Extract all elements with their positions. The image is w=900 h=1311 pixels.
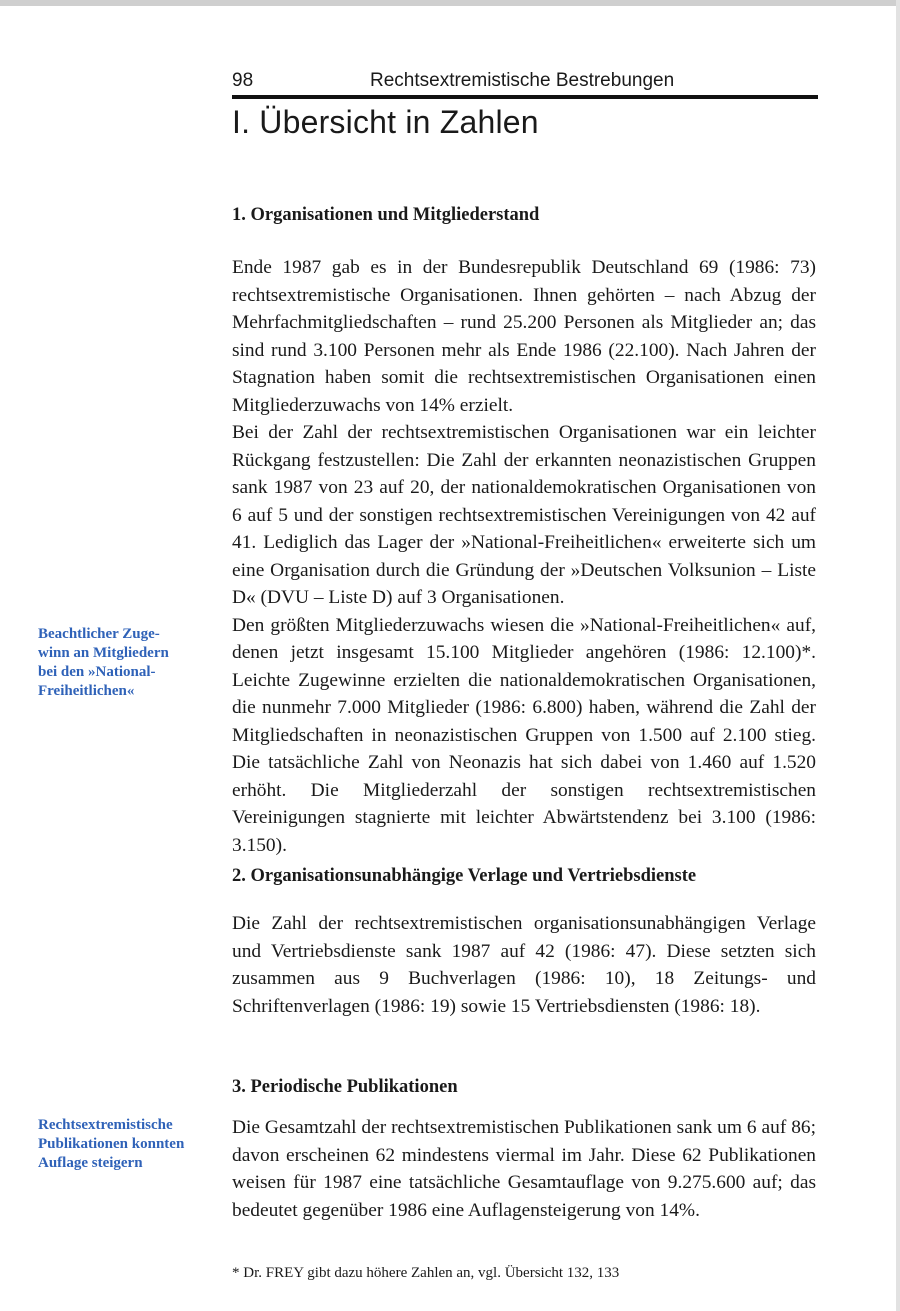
- section-body-organisationen: [232, 254, 816, 859]
- section-heading-publikationen: 3. Periodische Publikationen: [232, 1077, 458, 1097]
- paragraph: Bei der Zahl der rechtsextremistischen Organisationen war ein leichter Rückgang festzustellen: Die Zahl der erkannten neonazistischen Gruppen sank 1987 von 23 auf 20, der nationaldemokratischen Organisationen von 6 auf 5 und der sonstigen rechtsextremistischen Vereinigungen von 42 auf 41. Lediglich das Lager der »National-Freiheitlichen« erweiterte sich um eine Organisation durch die Gründung der »Deutschen Volksunion – Liste D« (DVU – Liste D) auf 3 Organisationen.: [232, 422, 816, 608]
- section-body-publikationen: [232, 1114, 816, 1224]
- running-title: Rechtsextremistische Bestrebungen: [370, 70, 675, 91]
- margin-note-publikationen: Rechtsextremistische Publikationen konnten Auflage steigern: [38, 1117, 185, 1171]
- section-heading-verlage: 2. Organisationsunabhängige Verlage und Vertriebsdienste: [232, 866, 697, 886]
- scan-edge-top: [0, 0, 900, 6]
- paragraph: Die Zahl der rechtsextremistischen organisationsunabhängigen Verlage und Vertriebsdienste sank 1987 auf 42 (1986: 47). Diese setzten sich zusammen aus 9 Buchverlagen (1986: 10), 18 Zeitungs- und Schriftenverlagen (1986: 19) sowie 15 Vertriebsdiensten (1986: 18).: [232, 913, 816, 1017]
- scan-edge-right: [896, 0, 900, 1311]
- chapter-title: I. Übersicht in Zahlen: [232, 104, 539, 140]
- paragraph: Den größten Mitgliederzuwachs wiesen die »National-Freiheitlichen« auf, denen jetzt insgesamt 15.100 Mitglieder angehören (1986: 12.100)*. Leichte Zugewinne erzielten die nationaldemokratischen Organisationen, die nunmehr 7.000 Mitglieder (1986: 6.800) haben, während die Zahl der Mitgliedschaften in neonazistischen Gruppen von 1.500 auf 2.100 stieg. Die tatsächliche Zahl von Neonazis hat sich dabei von 1.460 auf 1.520 erhöht. Die Mitgliederzahl der sonstigen rechtsextremistischen Vereinigungen stagnierte mit leichter Abwärtstendenz bei 3.100 (1986: 3.150).: [232, 614, 816, 856]
- paragraph: Ende 1987 gab es in der Bundesrepublik Deutschland 69 (1986: 73) rechtsextremistische Organisationen. Ihnen gehörten – nach Abzug der Mehrfachmitgliedschaften – rund 25.200 Personen als Mitglieder an; das sind rund 3.100 Personen mehr als Ende 1986 (22.100). Nach Jahren der Stagnation haben somit die rechtsextremistischen Organisationen einen Mitgliederzuwachs von 14% erzielt.: [232, 257, 816, 416]
- header-rule: [232, 95, 818, 99]
- footnote: * Dr. FREY gibt dazu höhere Zahlen an, vgl. Übersicht 132, 133: [232, 1265, 620, 1281]
- page-number: 98: [232, 70, 254, 91]
- section-body-verlage: [232, 910, 816, 1020]
- running-head: [232, 66, 818, 94]
- section-heading-organisationen: 1. Organisationen und Mitgliederstand: [232, 205, 540, 225]
- margin-note-zugewinn: Beachtlicher Zugewinn an Mitgliedern bei den »National-Freiheitlichen«: [38, 626, 169, 699]
- paragraph: Die Gesamtzahl der rechtsextremistischen Publikationen sank um 6 auf 86; davon erscheinen 62 mindestens viermal im Jahr. Diese 62 Publikationen weisen für 1987 eine tatsächliche Gesamtauflage von 9.275.600 auf; das bedeutet gegenüber 1986 eine Auflagensteigerung von 14%.: [232, 1117, 816, 1221]
